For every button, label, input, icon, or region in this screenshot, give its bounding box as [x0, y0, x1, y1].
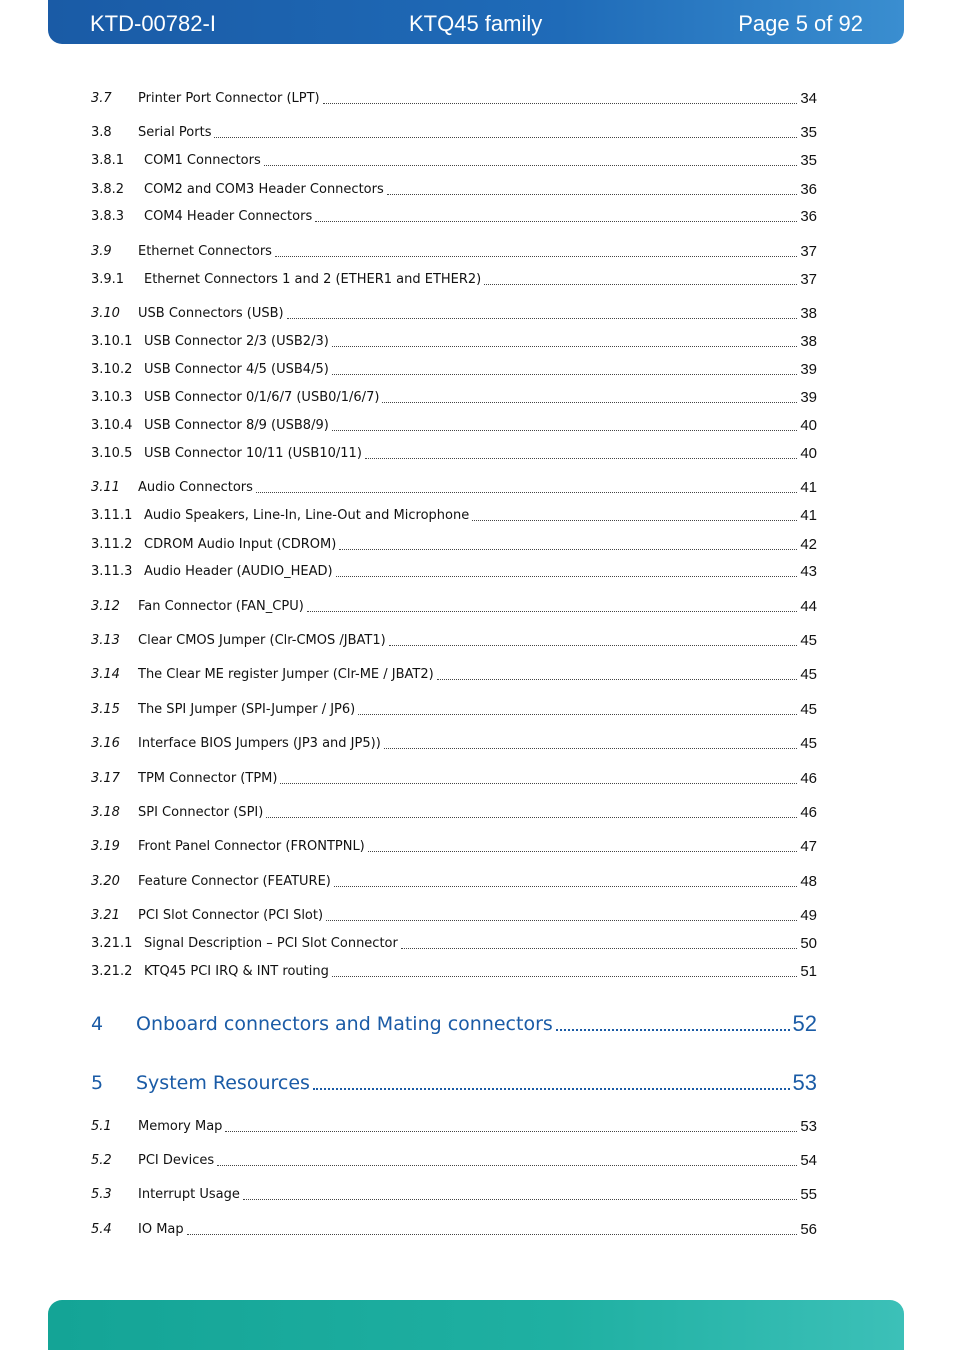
dot-leader — [382, 401, 797, 403]
toc-entry-page: 39 — [800, 361, 817, 378]
toc-entry-page: 52 — [792, 1011, 817, 1036]
dot-leader — [225, 1130, 797, 1132]
toc-entry-number: 3.8.1 — [91, 153, 125, 168]
toc-entry-title: Signal Description – PCI Slot Connector — [144, 936, 398, 951]
dot-leader — [358, 713, 797, 715]
toc-entry[interactable] — [91, 387, 817, 407]
toc-entry[interactable] — [91, 269, 817, 289]
toc-entry-page: 46 — [800, 804, 817, 821]
dot-leader — [214, 136, 797, 138]
toc-entry-number: 3.21.2 — [91, 964, 133, 979]
toc-entry[interactable] — [91, 933, 817, 953]
toc-entry-page: 40 — [800, 445, 817, 462]
toc-entry-number: 3.18 — [91, 805, 120, 820]
toc-entry-title: Serial Ports — [138, 125, 212, 140]
toc-entry-title: Fan Connector (FAN_CPU) — [138, 599, 304, 614]
dot-leader — [336, 575, 798, 577]
toc-entry-title: Printer Port Connector (LPT) — [138, 91, 320, 106]
toc-entry-page: 34 — [800, 90, 817, 107]
toc-entry[interactable] — [91, 122, 817, 142]
toc-entry-page: 45 — [800, 632, 817, 649]
toc-entry-number: 5.3 — [91, 1187, 112, 1202]
dot-leader — [287, 317, 798, 319]
toc-entry-title: CDROM Audio Input (CDROM) — [144, 537, 337, 552]
toc-entry[interactable] — [91, 206, 817, 226]
toc-entry-page: 41 — [800, 479, 817, 496]
toc-entry-page: 55 — [800, 1186, 817, 1203]
toc-entry-number: 4 — [91, 1013, 104, 1035]
dot-leader — [275, 255, 797, 257]
toc-entry[interactable] — [91, 534, 817, 554]
toc-entry-number: 3.8.3 — [91, 209, 125, 224]
dot-leader — [339, 548, 797, 550]
toc-entry-title: Ethernet Connectors — [138, 244, 272, 259]
toc-entry[interactable] — [91, 768, 817, 788]
toc-entry-title: System Resources — [136, 1072, 310, 1094]
dot-leader — [484, 283, 797, 285]
toc-entry-title: PCI Slot Connector (PCI Slot) — [138, 908, 324, 923]
toc-entry-number: 3.11.1 — [91, 508, 133, 523]
dot-leader — [332, 373, 798, 375]
toc-entry-title: The SPI Jumper (SPI-Jumper / JP6) — [138, 702, 356, 717]
toc-entry-number: 3.7 — [91, 91, 112, 106]
dot-leader — [323, 102, 798, 104]
toc-entry-title: USB Connector 8/9 (USB8/9) — [144, 418, 329, 433]
toc-entry[interactable] — [91, 596, 817, 616]
toc-entry-number: 3.21.1 — [91, 936, 133, 951]
toc-entry-title: COM2 and COM3 Header Connectors — [144, 182, 384, 197]
toc-entry-page: 45 — [800, 735, 817, 752]
toc-entry[interactable] — [91, 303, 817, 323]
toc-entry-title: IO Map — [138, 1222, 184, 1237]
toc-entry[interactable] — [91, 836, 817, 856]
toc-entry-title: USB Connectors (USB) — [138, 306, 284, 321]
dot-leader — [472, 519, 797, 521]
toc-entry-page: 48 — [800, 873, 817, 890]
toc-entry[interactable] — [91, 331, 817, 351]
toc-entry-title: USB Connector 0/1/6/7 (USB0/1/6/7) — [144, 390, 380, 405]
product-family: KTQ45 family — [409, 11, 543, 36]
toc-entry-number: 3.9 — [91, 244, 112, 259]
toc-entry-title: PCI Devices — [138, 1153, 215, 1168]
toc-entry-page: 36 — [800, 208, 817, 225]
toc-entry-number: 3.11 — [91, 480, 120, 495]
toc-entry-number: 3.16 — [91, 736, 120, 751]
toc-entry[interactable] — [91, 802, 817, 822]
toc-entry-title: Ethernet Connectors 1 and 2 (ETHER1 and ETHER2) — [144, 272, 482, 287]
toc-entry-number: 3.8.2 — [91, 182, 125, 197]
toc-entry-page: 37 — [800, 243, 817, 260]
toc-entry-title: TPM Connector (TPM) — [138, 771, 278, 786]
toc-entry-page: 45 — [800, 666, 817, 683]
toc-chapter-entry[interactable] — [91, 1066, 817, 1096]
toc-chapter-entry[interactable] — [91, 1007, 817, 1037]
toc-entry-page: 49 — [800, 907, 817, 924]
dot-leader — [326, 919, 797, 921]
dot-leader — [384, 747, 798, 749]
toc-entry[interactable] — [91, 443, 817, 463]
toc-entry[interactable] — [91, 905, 817, 925]
toc-entry-title: Memory Map — [138, 1119, 223, 1134]
dot-leader — [368, 850, 798, 852]
toc-entry-number: 5.4 — [91, 1222, 112, 1237]
toc-entry[interactable] — [91, 699, 817, 719]
toc-entry[interactable] — [91, 1219, 817, 1239]
page-header — [48, 0, 904, 44]
toc-entry-page: 37 — [800, 271, 817, 288]
page-number: Page 5 of 92 — [738, 11, 863, 36]
toc-entry-page: 39 — [800, 389, 817, 406]
toc-entry-page: 38 — [800, 305, 817, 322]
dot-leader — [315, 220, 797, 222]
toc-entry-title: Front Panel Connector (FRONTPNL) — [138, 839, 365, 854]
toc-entry-number: 3.17 — [91, 771, 120, 786]
toc-entry-number: 3.13 — [91, 633, 120, 648]
toc-entry-page: 45 — [800, 701, 817, 718]
toc-entry-page: 46 — [800, 770, 817, 787]
toc-entry-number: 3.11.2 — [91, 537, 133, 552]
toc-entry-page: 40 — [800, 417, 817, 434]
dot-leader — [556, 1028, 790, 1031]
toc-entry-page: 36 — [800, 181, 817, 198]
toc-entry-number: 5.1 — [91, 1119, 112, 1134]
dot-leader — [365, 457, 797, 459]
document-id: KTD-00782-I — [90, 11, 216, 36]
toc-entry-number: 5 — [91, 1072, 104, 1094]
toc-entry-number: 3.10.4 — [91, 418, 133, 433]
toc-entry-number: 3.20 — [91, 874, 120, 889]
dot-leader — [307, 610, 798, 612]
toc-entry[interactable] — [91, 88, 817, 108]
toc-entry-number: 3.14 — [91, 667, 120, 682]
toc-entry-number: 3.10.1 — [91, 334, 133, 349]
dot-leader — [313, 1087, 790, 1090]
toc-entry-number: 3.11.3 — [91, 564, 133, 579]
toc-entry[interactable] — [91, 664, 817, 684]
toc-entry-number: 5.2 — [91, 1153, 112, 1168]
toc-entry-number: 3.10.3 — [91, 390, 133, 405]
toc-entry[interactable] — [91, 241, 817, 261]
toc-entry[interactable] — [91, 150, 817, 170]
toc-entry-title: Interrupt Usage — [138, 1187, 240, 1202]
dot-leader — [437, 678, 798, 680]
toc-entry-page: 51 — [800, 963, 817, 980]
toc-entry-number: 3.8 — [91, 125, 112, 140]
toc-entry-title: Onboard connectors and Mating connectors — [136, 1013, 553, 1035]
dot-leader — [401, 947, 797, 949]
toc-entry[interactable] — [91, 1184, 817, 1204]
toc-entry-page: 42 — [800, 536, 817, 553]
toc-entry-number: 3.12 — [91, 599, 120, 614]
dot-leader — [187, 1233, 798, 1235]
toc-entry[interactable] — [91, 561, 817, 581]
toc-entry-page: 53 — [792, 1070, 817, 1095]
dot-leader — [332, 975, 797, 977]
toc-entry-title: Audio Header (AUDIO_HEAD) — [144, 564, 333, 579]
toc-entry-page: 41 — [800, 507, 817, 524]
toc-entry[interactable] — [91, 871, 817, 891]
toc-entry-title: Audio Speakers, Line-In, Line-Out and Microphone — [144, 508, 470, 523]
toc-entry-number: 3.9.1 — [91, 272, 125, 287]
toc-entry-title: USB Connector 2/3 (USB2/3) — [144, 334, 329, 349]
toc-entry-title: Clear CMOS Jumper (Clr-CMOS /JBAT1) — [138, 633, 386, 648]
toc-entry[interactable] — [91, 630, 817, 650]
toc-entry-title: USB Connector 10/11 (USB10/11) — [144, 446, 362, 461]
dot-leader — [264, 164, 798, 166]
toc-entry-title: Feature Connector (FEATURE) — [138, 874, 331, 889]
toc-entry-page: 44 — [800, 598, 817, 615]
toc-entry-number: 3.10.5 — [91, 446, 133, 461]
dot-leader — [217, 1164, 797, 1166]
toc-entry[interactable] — [91, 505, 817, 525]
toc-entry-title: Audio Connectors — [138, 480, 253, 495]
toc-entry-number: 3.10.2 — [91, 362, 133, 377]
toc-entry[interactable] — [91, 1116, 817, 1136]
toc-entry-title: COM1 Connectors — [144, 153, 261, 168]
dot-leader — [389, 644, 798, 646]
dot-leader — [266, 816, 797, 818]
toc-entry-page: 43 — [800, 563, 817, 580]
toc-entry[interactable] — [91, 415, 817, 435]
toc-entry-number: 3.15 — [91, 702, 120, 717]
toc-entry[interactable] — [91, 477, 817, 497]
dot-leader — [243, 1198, 797, 1200]
toc-entry-title: SPI Connector (SPI) — [138, 805, 264, 820]
dot-leader — [280, 782, 797, 784]
toc-entry-number: 3.21 — [91, 908, 120, 923]
toc-entry-title: Interface BIOS Jumpers (JP3 and JP5)) — [138, 736, 381, 751]
toc-entry-title: COM4 Header Connectors — [144, 209, 313, 224]
dot-leader — [334, 885, 797, 887]
toc-entry-page: 54 — [800, 1152, 817, 1169]
toc-entry-title: KTQ45 PCI IRQ & INT routing — [144, 964, 329, 979]
dot-leader — [387, 193, 798, 195]
toc-entry[interactable] — [91, 961, 817, 981]
toc-entry[interactable] — [91, 1150, 817, 1170]
toc-entry-title: USB Connector 4/5 (USB4/5) — [144, 362, 329, 377]
toc-entry-page: 38 — [800, 333, 817, 350]
toc-entry-page: 50 — [800, 935, 817, 952]
toc-entry[interactable] — [91, 359, 817, 379]
toc-entry-page: 53 — [800, 1118, 817, 1135]
dot-leader — [256, 491, 797, 493]
toc-entry-page: 35 — [800, 152, 817, 169]
toc-entry-title: The Clear ME register Jumper (Clr-ME / JBAT2) — [138, 667, 434, 682]
toc-entry-page: 56 — [800, 1221, 817, 1238]
dot-leader — [332, 345, 798, 347]
page-footer — [48, 1300, 904, 1350]
toc-entry[interactable] — [91, 179, 817, 199]
toc-entry[interactable] — [91, 733, 817, 753]
dot-leader — [332, 429, 798, 431]
toc-entry-page: 47 — [800, 838, 817, 855]
toc-entry-page: 35 — [800, 124, 817, 141]
toc-entry-number: 3.19 — [91, 839, 120, 854]
toc-entry-number: 3.10 — [91, 306, 120, 321]
